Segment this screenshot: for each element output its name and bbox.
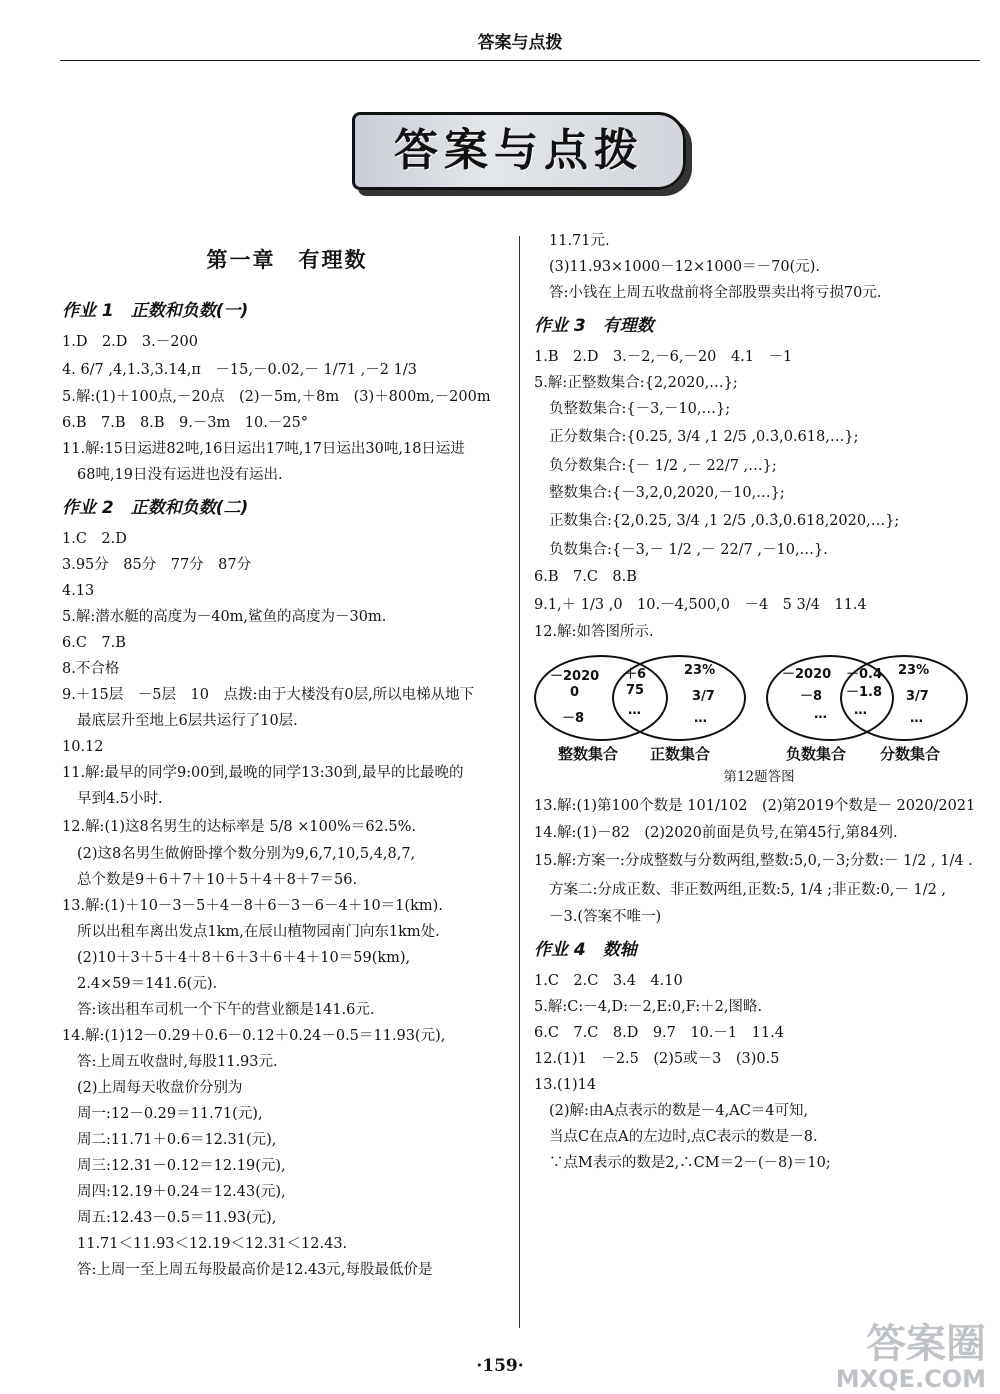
answer-line: 5.解:(1)＋100点,－20点 (2)－5m,＋8m (3)＋800m,－200m bbox=[62, 389, 491, 405]
venn-item: －1.8 bbox=[846, 685, 883, 700]
answer-line: 12.解:(1)这8名男生的达标率是 5/8 ×100%＝62.5%. bbox=[62, 819, 417, 835]
venn-item: … bbox=[814, 707, 827, 722]
venn-item: 23% bbox=[898, 663, 930, 678]
answer-line: (2)上周每天收盘价分别为 bbox=[77, 1080, 243, 1096]
homework-2-title: 作业 2 正数和负数(二) bbox=[62, 498, 249, 518]
answer-line: 13.(1)14 bbox=[534, 1077, 597, 1093]
column-divider bbox=[519, 236, 520, 1328]
answer-line: 周三:12.31－0.12＝12.19(元), bbox=[77, 1158, 286, 1174]
answer-line: 4. 6/7 ,4,1.3,3.14,π －15,－0.02,－ 1/71 ,－2 1/3 bbox=[62, 362, 417, 378]
answer-line: 11.71元. bbox=[549, 233, 610, 249]
answer-line: 6.B 7.C 8.B bbox=[534, 569, 637, 585]
answer-line: 答:上周一至上周五每股最高价是12.43元,每股最低价是 bbox=[77, 1262, 433, 1278]
venn-item: －8 bbox=[562, 711, 585, 726]
homework-3-title: 作业 3 有理数 bbox=[534, 316, 654, 336]
venn-item: 23% bbox=[684, 663, 716, 678]
answer-line: 13.解:(1)＋10－3－5＋4－8＋6－3－6－4＋10＝1(km). bbox=[62, 898, 443, 914]
answer-line: 14.解:(1)12－0.29＋0.6－0.12＋0.24－0.5＝11.93(元), bbox=[62, 1028, 446, 1044]
title-banner bbox=[352, 112, 686, 190]
venn-item: －8 bbox=[800, 689, 823, 704]
answer-line: 方案二:分成正数、非正数两组,正数:5, 1/4 ;非正数:0,－ 1/2 , bbox=[549, 882, 947, 898]
answer-line: 8.不合格 bbox=[62, 661, 120, 677]
venn-item: －2020 bbox=[782, 667, 832, 682]
watermark-text: 答案圈 bbox=[866, 1321, 986, 1367]
answer-line: 周四:12.19＋0.24＝12.43(元), bbox=[77, 1184, 286, 1200]
answer-line: 10.12 bbox=[62, 739, 104, 755]
answer-line: 负数集合:{－3,－ 1/2 ,－ 22/7 ,－10,…}. bbox=[549, 542, 828, 558]
venn-item: 3/7 bbox=[906, 689, 929, 704]
venn-item: ＋6 bbox=[624, 667, 647, 682]
venn-item: 75 bbox=[626, 683, 645, 698]
running-header: 答案与点拨 bbox=[477, 33, 563, 53]
answer-line: 正分数集合:{0.25, 3/4 ,1 2/5 ,0.3̇,0.618,…}; bbox=[549, 429, 859, 445]
answer-line: 正数集合:{2,0.25, 3/4 ,1 2/5 ,0.3̇,0.618,2020,…}; bbox=[549, 513, 900, 529]
venn-item: … bbox=[910, 711, 923, 726]
answer-line: 1.C 2.C 3.4 4.10 bbox=[534, 973, 683, 989]
venn-label: 分数集合 bbox=[880, 745, 941, 763]
page-number: ·159· bbox=[476, 1356, 524, 1376]
answer-line: 1.C 2.D bbox=[62, 531, 127, 547]
answer-line: 1.B 2.D 3.－2,－6,－20 4.1 －1 bbox=[534, 349, 793, 365]
watermark-url: MXQE.COM bbox=[835, 1365, 986, 1393]
answer-line: －3.(答案不唯一) bbox=[549, 909, 662, 925]
answer-line: 早到4.5小时. bbox=[77, 791, 163, 807]
answer-line: 最底层升至地上6层共运行了10层. bbox=[77, 713, 298, 729]
answer-line: 6.C 7.C 8.D 9.7 10.－1 11.4 bbox=[534, 1025, 784, 1041]
answer-line: 答:小钱在上周五收盘前将全部股票卖出将亏损70元. bbox=[549, 285, 882, 301]
venn-item: … bbox=[628, 703, 641, 718]
answer-line: 6.B 7.B 8.B 9.－3m 10.－25° bbox=[62, 415, 309, 431]
chapter-title: 第一章 有理数 bbox=[206, 248, 368, 272]
left-column bbox=[62, 238, 512, 1287]
answer-line: 当点C在点A的左边时,点C表示的数是－8. bbox=[549, 1129, 818, 1145]
venn-diagrams bbox=[534, 649, 984, 761]
answer-line: 周二:11.71＋0.6＝12.31(元), bbox=[77, 1132, 277, 1148]
answer-line: 11.解:最早的同学9:00到,最晚的同学13:30到,最早的比最晚的 bbox=[62, 765, 464, 781]
answer-line: 9.1,＋ 1/3 ,0 10.－4,500,0 －4 5 3/4 11.4 bbox=[534, 597, 867, 613]
answer-line: 15.解:方案一:分成整数与分数两组,整数:5,0,－3;分数:－ 1/2 , 1/4 . bbox=[534, 853, 973, 869]
homework-4-title: 作业 4 数轴 bbox=[534, 940, 637, 960]
figure-caption: 第12题答图 bbox=[723, 769, 795, 785]
answer-line: 2.4×59＝141.6(元). bbox=[77, 976, 218, 992]
answer-line: 答:上周五收盘时,每股11.93元. bbox=[77, 1054, 278, 1070]
answer-line: 4.13 bbox=[62, 583, 95, 599]
venn-label: 负数集合 bbox=[786, 745, 847, 763]
answer-line: 5.解:正整数集合:{2,2020,…}; bbox=[534, 375, 738, 391]
answer-line: 整数集合:{－3,2,0,2020,－10,…}; bbox=[549, 485, 785, 501]
answer-line: 9.＋15层 －5层 10 点拨:由于大楼没有0层,所以电梯从地下 bbox=[62, 687, 475, 703]
answer-line: 负整数集合:{－3,－10,…}; bbox=[549, 401, 731, 417]
answer-line: (2)10＋3＋5＋4＋8＋6＋3＋6＋4＋10＝59(km), bbox=[77, 950, 411, 966]
answer-line: 周一:12－0.29＝11.71(元), bbox=[77, 1106, 263, 1122]
answer-line: 总个数是9＋6＋7＋10＋5＋4＋8＋7＝56. bbox=[77, 872, 358, 888]
venn-label: 正数集合 bbox=[650, 745, 711, 763]
answer-line: 5.解:潜水艇的高度为－40m,鲨鱼的高度为－30m. bbox=[62, 609, 387, 625]
venn-item: －0.4 bbox=[846, 667, 883, 682]
answer-line: 68吨,19日没有运进也没有运出. bbox=[77, 467, 283, 483]
answer-line: 6.C 7.B bbox=[62, 635, 126, 651]
homework-1-title: 作业 1 正数和负数(一) bbox=[62, 301, 249, 321]
venn-item: … bbox=[854, 703, 867, 718]
answer-line: 14.解:(1)－82 (2)2020前面是负号,在第45行,第84列. bbox=[534, 825, 898, 841]
watermark-logo bbox=[826, 1322, 986, 1392]
answer-line: 13.解:(1)第100个数是 101/102 (2)第2019个数是－ 2020/2021 bbox=[534, 798, 976, 814]
answer-line: 3.95分 85分 77分 87分 bbox=[62, 557, 252, 573]
answer-line: ∵点M表示的数是2,∴CM＝2－(－8)＝10; bbox=[549, 1155, 831, 1171]
banner-title: 答案与点拨 bbox=[394, 125, 644, 176]
answer-line: 12.解:如答图所示. bbox=[534, 624, 654, 640]
answer-line: 5.解:C:－4,D:－2,E:0,F:＋2,图略. bbox=[534, 999, 763, 1015]
answer-line: (2)这8名男生做俯卧撑个数分别为9,6,7,10,5,4,8,7, bbox=[77, 846, 416, 862]
answer-line: 答:该出租车司机一个下午的营业额是141.6元. bbox=[77, 1002, 375, 1018]
answer-line: 11.71＜11.93＜12.19＜12.31＜12.43. bbox=[77, 1236, 348, 1252]
venn-item: … bbox=[694, 711, 707, 726]
answer-line: (3)11.93×1000－12×1000＝－70(元). bbox=[549, 259, 820, 275]
venn-item: －2020 bbox=[550, 669, 600, 684]
answer-line: 所以出租车离出发点1km,在辰山植物园南门向东1km处. bbox=[77, 924, 440, 940]
venn-item: 3/7 bbox=[692, 689, 715, 704]
venn-label: 整数集合 bbox=[558, 745, 619, 763]
venn-item: 0 bbox=[570, 685, 580, 700]
answer-line: 1.D 2.D 3.－200 bbox=[62, 334, 198, 350]
answer-line: 12.(1)1 －2.5 (2)5或－3 (3)0.5 bbox=[534, 1051, 780, 1067]
answer-line: 11.解:15日运进82吨,16日运出17吨,17日运出30吨,18日运进 bbox=[62, 441, 465, 457]
answer-line: 负分数集合:{－ 1/2 ,－ 22/7 ,…}; bbox=[549, 458, 777, 474]
answer-line: (2)解:由A点表示的数是－4,AC＝4可知, bbox=[549, 1103, 809, 1119]
right-column bbox=[534, 232, 984, 1180]
answer-line: 周五:12.43－0.5＝11.93(元), bbox=[77, 1210, 277, 1226]
header-rule bbox=[60, 60, 980, 61]
